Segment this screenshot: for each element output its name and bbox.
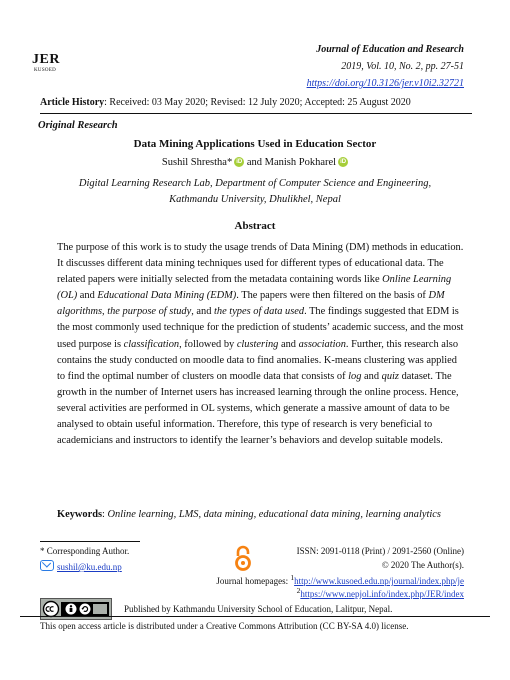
open-access-icon (234, 545, 252, 571)
author-second: and Manish Pokharel (246, 157, 337, 168)
affiliation-line-2: Kathmandu University, Dhulikhel, Nepal (169, 194, 341, 205)
abstract-text: and (77, 290, 98, 302)
abstract-body (57, 240, 467, 449)
abstract-text: and (361, 370, 382, 382)
footer-rule (20, 616, 490, 617)
doi-link[interactable]: https://doi.org/10.3126/jer.v10i2.32721 (306, 78, 464, 89)
keywords: Keywords: Online learning, LMS, data mining, educational data mining, learning analytics (57, 509, 441, 520)
keywords-label: Keywords (57, 509, 103, 520)
abstract-term: clustering (236, 338, 279, 350)
email-text[interactable]: sushil@ku.edu.np (57, 562, 122, 572)
publisher-note: Published by Kathmandu University School of Education, Lalitpur, Nepal. (124, 604, 393, 614)
abstract-term: association (298, 338, 346, 350)
journal-logo: JER (32, 52, 60, 67)
article-history (40, 97, 411, 108)
abstract-text: . The findings suggested that EDM is the most commonly used technique for the prediction of students’ academic success, and the most used purpose is (57, 306, 464, 350)
sa-icon (80, 604, 91, 615)
homepage-link-2[interactable]: https://www.nepjol.info/index.php/JER/index (300, 589, 464, 599)
abstract-text: The purpose of this work is to study the usage trends of Data Mining (DM) methods in education. It discusses different data mining techniques used for different types of educational data. The related papers were initially selected from the metadata containing words like (57, 242, 464, 286)
copyright: © 2020 The Author(s). (381, 560, 464, 570)
orcid-icon[interactable]: iD (340, 159, 347, 165)
journal-homepages (216, 573, 464, 586)
abstract-term: Educational Data Mining (EDM) (97, 290, 237, 302)
email-icon (40, 560, 54, 571)
abstract-term: classification (123, 338, 180, 350)
history-dates: : Received: 03 May 2020; Revised: 12 July 2020; Accepted: 25 August 2020 (104, 97, 411, 108)
journal-name: Journal of Education and Research (316, 44, 464, 55)
homepage-link-1[interactable]: http://www.kusoed.edu.np/journal/index.php/je (294, 576, 464, 586)
abstract-term: quiz (381, 370, 399, 382)
header-rule (40, 113, 472, 114)
abstract-text: and (278, 338, 299, 350)
author-first: Sushil Shrestha* (161, 157, 233, 168)
abstract-text: dataset. The growth in the number of Internet users has increased learning through the online process. Hence, several activities are performed in OL systems, which generate a massive amount of data to be analysed to obtain useful information. Therefore, this type of research is very beneficial to academicians and instructors to identify the learner’s behaviors and develop suitable models. (57, 370, 459, 447)
abstract-term: DM algorithms, the purpose of study (57, 290, 445, 318)
abstract-text: , and (191, 306, 215, 318)
abstract-text: . Further, this research also contains the study conducted on moodle data to find anomalies. K-means clustering was applied to find the optimal number of clusters on moodle data that consists of (57, 338, 459, 382)
affiliation-line-1: Digital Learning Research Lab, Department of Computer Science and Engineering, (78, 178, 432, 189)
author-email[interactable] (40, 560, 122, 572)
abstract-term: Online Learning (OL) (57, 274, 452, 302)
abstract-heading: Abstract (234, 220, 276, 232)
affiliation (0, 176, 510, 208)
section-label: Original Research (38, 120, 118, 131)
homepage-1-marker: 1 (290, 573, 295, 582)
abstract-term: log (348, 370, 362, 382)
keywords-list: Online learning, LMS, data mining, educational data mining, learning analytics (107, 509, 441, 520)
history-label: Article History (40, 97, 105, 108)
abstract-text: , followed by (179, 338, 237, 350)
journal-logo-subtitle: KUSOED (34, 68, 57, 73)
corresponding-author-note: * Corresponding Author. (40, 546, 130, 556)
paper-title: Data Mining Applications Used in Education Sector (133, 138, 377, 150)
homepages-label: Journal homepages: (216, 576, 291, 586)
footnote-rule (40, 541, 140, 542)
abstract-term: the types of data used (214, 306, 305, 318)
orcid-icon[interactable]: iD (236, 159, 243, 165)
abstract-text: . The papers were then filtered on the basis of (236, 290, 429, 302)
journal-homepage-2 (297, 586, 464, 599)
issn: ISSN: 2091-0118 (Print) / 2091-2560 (Online) (296, 546, 464, 556)
author-line (0, 157, 510, 168)
license-note: This open access article is distributed under a Creative Commons Attribution (CC BY-SA 4.0) license. (40, 621, 409, 631)
homepage-2-marker: 2 (296, 586, 301, 595)
journal-volume: 2019, Vol. 10, No. 2, pp. 27-51 (341, 61, 464, 72)
